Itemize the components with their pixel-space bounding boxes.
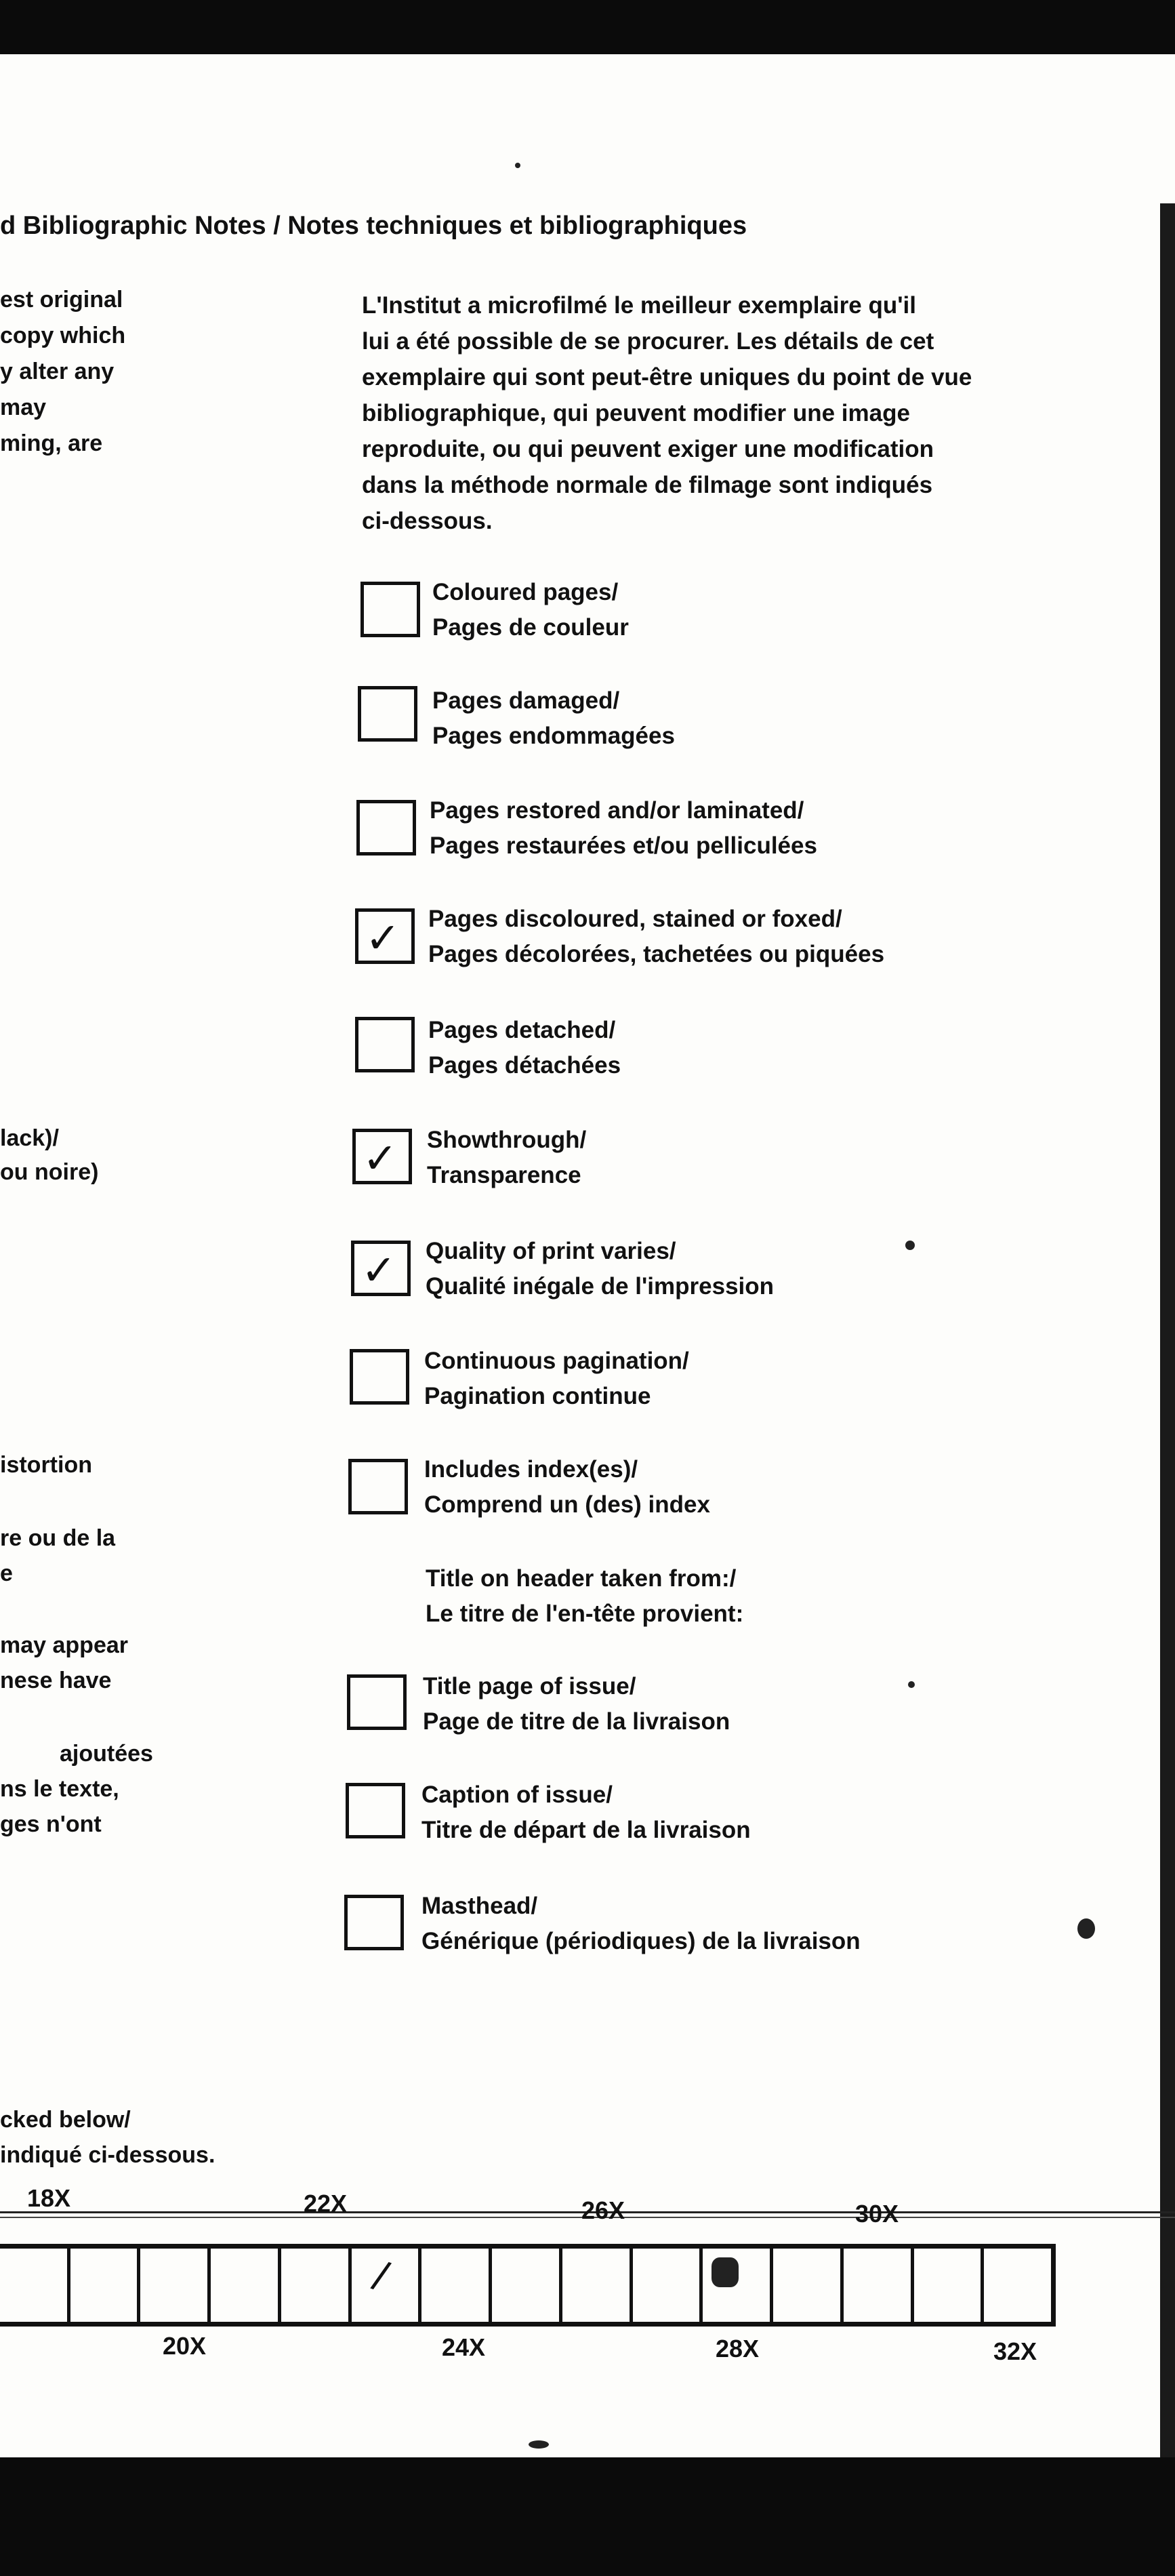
scale-cell[interactable] [844, 2249, 914, 2322]
scale-cell[interactable] [140, 2249, 211, 2322]
intro-line: ci-dessous. [362, 508, 493, 534]
checkbox-pages-damaged[interactable] [358, 686, 417, 742]
scale-cell[interactable] [70, 2249, 141, 2322]
left-text-line: ou noire) [0, 1159, 99, 1185]
intro-line: exemplaire qui sont peut-être uniques du point de vue [362, 364, 972, 390]
left-text-line: cked below/ [0, 2107, 131, 2133]
checkbox-continuous-pagination[interactable] [350, 1349, 409, 1405]
intro-line: dans la méthode normale de filmage sont indiqués [362, 472, 933, 498]
left-text-line: ges n'ont [0, 1811, 102, 1837]
scale-label-top: 22X [304, 2190, 348, 2217]
scale-cell[interactable] [773, 2249, 844, 2322]
checkbox-pages-restored[interactable] [356, 800, 416, 856]
scan-speck [515, 163, 520, 168]
option-label: Quality of print varies/ Qualité inégale de l'impression [426, 1238, 775, 1300]
intro-line: L'Institut a microfilmé le meilleur exemplaire qu'il [362, 292, 916, 319]
left-text-line: ajoutées [60, 1741, 153, 1767]
option-label: Includes index(es)/ Comprend un (des) index [424, 1456, 710, 1518]
top-black-border [0, 0, 1175, 54]
scale-cell[interactable] [492, 2249, 562, 2322]
scale-cell[interactable] [281, 2249, 352, 2322]
checkbox-showthrough[interactable] [352, 1129, 412, 1184]
option-label: Continuous pagination/ Pagination continue [424, 1348, 689, 1409]
scale-cell[interactable] [914, 2249, 985, 2322]
scale-cell[interactable] [352, 2249, 422, 2322]
left-text-line: ming, are [0, 430, 103, 456]
intro-line: lui a été possible de se procurer. Les détails de cet [362, 328, 934, 355]
checkbox-pages-detached[interactable] [355, 1017, 415, 1072]
left-text-line: lack)/ [0, 1125, 59, 1151]
scale-cell[interactable] [633, 2249, 703, 2322]
scale-cell[interactable] [211, 2249, 281, 2322]
checkbox-title-page[interactable] [347, 1674, 407, 1730]
scale-label-top: 26X [581, 2196, 625, 2224]
left-text-line: may appear [0, 1632, 128, 1658]
checkbox-caption-of-issue[interactable] [346, 1783, 405, 1838]
left-text-line: nese have [0, 1668, 112, 1693]
option-label: Pages restored and/or laminated/ Pages restaurées et/ou pelliculées [430, 797, 817, 859]
checkbox-masthead[interactable] [344, 1895, 404, 1950]
title-header-label: Title on header taken from:/ Le titre de l'en-tête provient: [426, 1565, 744, 1627]
scale-label-top: 30X [855, 2200, 899, 2228]
checkbox-quality-of-print[interactable] [351, 1241, 411, 1296]
left-text-line: ns le texte, [0, 1776, 119, 1802]
option-label: Showthrough/ Transparence [427, 1127, 587, 1188]
page-title: d Bibliographic Notes / Notes techniques et bibliographiques [0, 212, 747, 240]
scale-cell[interactable] [0, 2249, 70, 2322]
left-text-line: re ou de la [0, 1525, 116, 1551]
left-text-line: may [0, 395, 47, 420]
checkbox-coloured-pages[interactable] [360, 582, 420, 637]
scale-marker-icon: / [367, 2253, 394, 2301]
bottom-black-border [0, 2457, 1175, 2576]
checkmark-icon: ✓ [361, 1245, 396, 1295]
scan-speck [905, 1241, 915, 1250]
checkmark-icon: ✓ [363, 1133, 398, 1183]
intro-line: reproduite, ou qui peuvent exiger une modification [362, 436, 934, 462]
left-text-line: istortion [0, 1452, 92, 1478]
option-label: Coloured pages/ Pages de couleur [432, 579, 629, 641]
left-text-line: e [0, 1561, 13, 1586]
left-text-line: y alter any [0, 359, 115, 384]
scale-cell[interactable] [421, 2249, 492, 2322]
scan-speck [908, 1681, 915, 1688]
option-label: Caption of issue/ Titre de départ de la livraison [421, 1782, 751, 1843]
reduction-scale-grid [0, 2244, 1056, 2327]
scale-cell[interactable] [984, 2249, 1051, 2322]
left-text-line: copy which [0, 323, 126, 348]
scale-label-bottom: 28X [716, 2335, 760, 2362]
scale-label-bottom: 32X [993, 2337, 1037, 2365]
checkmark-icon: ✓ [365, 913, 400, 963]
option-label: Pages discoloured, stained or foxed/ Pages décolorées, tachetées ou piquées [428, 906, 885, 967]
scale-cell[interactable] [562, 2249, 633, 2322]
option-label: Pages damaged/ Pages endommagées [432, 687, 675, 749]
checkbox-pages-discoloured[interactable] [355, 908, 415, 964]
left-text-line: indiqué ci-dessous. [0, 2142, 215, 2168]
left-text-line: est original [0, 287, 123, 313]
option-label: Title page of issue/ Page de titre de la livraison [423, 1673, 730, 1735]
scale-label-top: 18X [27, 2184, 71, 2212]
scale-label-bottom: 24X [442, 2333, 486, 2361]
option-label: Pages detached/ Pages détachées [428, 1017, 621, 1079]
scan-speck [1077, 1918, 1095, 1939]
scale-label-bottom: 20X [163, 2332, 207, 2360]
scan-speck [529, 2440, 549, 2449]
right-page-edge [1160, 203, 1175, 2457]
scan-speck [712, 2257, 739, 2287]
intro-paragraph [362, 287, 1046, 539]
intro-line: bibliographique, qui peuvent modifier une image [362, 400, 910, 426]
option-label: Masthead/ Générique (périodiques) de la livraison [421, 1893, 861, 1954]
checkbox-includes-index[interactable] [348, 1459, 408, 1514]
